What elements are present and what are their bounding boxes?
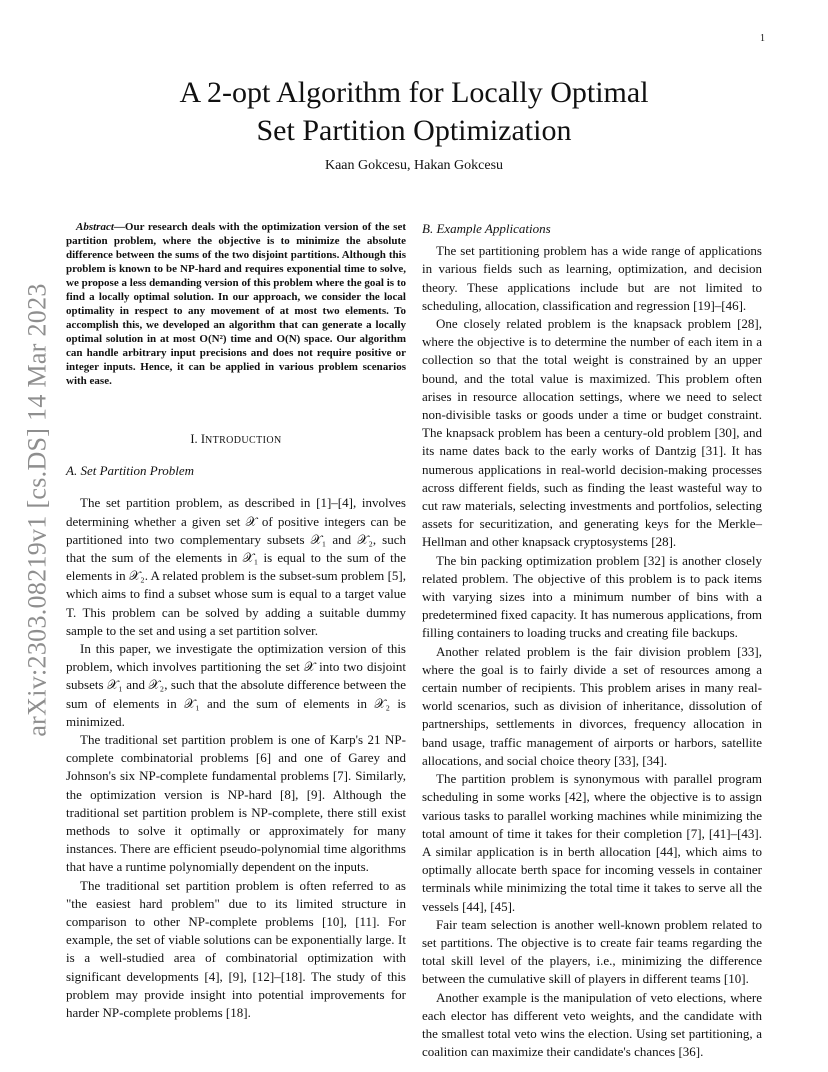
paragraph: Another example is the manipulation of veto elections, where each elector has different veto weights, and the candidate with the smallest total veto wins the election. Using set partitioning, a coalition can maximize their candidate's chances [36]. bbox=[422, 989, 762, 1060]
right-column bbox=[422, 220, 762, 1061]
paragraph: The set partitioning problem has a wide range of applications in various fields such as learning, optimization, and decision theory. These applications include but are not limited to scheduling, allocation, classification and regression [19]–[46]. bbox=[422, 243, 762, 313]
arxiv-watermark bbox=[17, 250, 59, 770]
subsection-heading-applications: B. Example Applications bbox=[422, 221, 551, 236]
paragraph: The partition problem is synonymous with parallel program scheduling in some works [42], where the objective is to assign various tasks to parallel working machines while minimizing the total amount of time it takes for their completion [7], [41]–[43]. A similar application is in berth allocation [44], which aims to optimally allocate berth space for incoming vessels in container terminals while minimizing the total time it takes to serve all the vessels [44], [45]. bbox=[422, 771, 762, 914]
paragraph: The traditional set partition problem is one of Karp's 21 NP-complete combinatorial problems [6] and one of Garey and Johnson's six NP-complete fundamental problems [7]. Similarly, the optimization version is NP-hard [8], [9]. Although the traditional set partition problem is NP-complete, there still exist methods to solve it optimally or approximately for many instances. There are efficient pseudo-polynomial time algorithms that have a runtime polynomially dependent on the inputs. bbox=[66, 732, 406, 875]
paragraph: Fair team selection is another well-known problem related to set partitions. The objective is to create fair teams regarding the total skill level of the players, i.e., minimizing the difference between the cumulative skill of players in different teams [10]. bbox=[422, 916, 762, 987]
page-number: 1 bbox=[760, 33, 765, 44]
paragraph: In this paper, we investigate the optimization version of this problem, which involves partitioning the set 𝒳 into two disjoint subsets 𝒳₁ and 𝒳₂, such that the absolute difference between the sum of elements in 𝒳₁ and the sum of elements in 𝒳₂ is minimized. bbox=[66, 641, 406, 729]
section-title-initial: I bbox=[200, 432, 205, 446]
paper-title bbox=[0, 74, 828, 150]
authors: Kaan Gokcesu, Hakan Gokcesu bbox=[324, 158, 504, 173]
title-line-1: A 2-opt Algorithm for Locally Optimal bbox=[179, 76, 649, 109]
title-line-2: Set Partition Optimization bbox=[256, 114, 572, 147]
section-title-rest: NTRODUCTION bbox=[204, 435, 282, 446]
paragraph: The set partition problem, as described in [1]–[4], involves determining whether a given set 𝒳 of positive integers can be partitioned into two complementary subsets 𝒳₁ and 𝒳₂, such that the sum of the elements in 𝒳₁ is equal to the sum of the elements in 𝒳₂. A related problem is the subset-sum problem [5], which aims to find a subset whose sum is equal to a target value T. This problem can be solved by adding a suitable dummy sample to the set and using a set partition solver. bbox=[66, 495, 406, 638]
section-heading-introduction bbox=[66, 430, 406, 450]
left-column bbox=[66, 220, 406, 1022]
paragraph: The bin packing optimization problem [32] is another closely related problem. The objective of this problem is to pack items with varying sizes into a minimum number of bins with a predetermined fixed capacity. It has numerous applications, from filling containers to loading trucks and creating file backups. bbox=[422, 552, 762, 641]
paragraph: Another related problem is the fair division problem [33], where the goal is to fairly divide a set of resources among a certain number of recipients. This problem arises in many real-world scenarios, such as division of inheritance, dissolution of partnerships, settlements in divorces, frequency allocation in band usage, traffic management of airports or harbors, satellite allocations, and social choice theory [33], [34]. bbox=[422, 643, 762, 768]
paragraph: One closely related problem is the knapsack problem [28], where the objective is to determine the number of each item in a collection so that the total weight is constrained by an upper bound, and the total value is maximized. This problem often arises in resource allocation settings, where we need to select non-divisible tasks or goods under a time or budget constraint. The knapsack problem has been a century-old problem [30], and its name dates back to the early works of Dantzig [31]. It has numerous applications in real-world decision-making processes across different fields, such as finding the least wasteful way to cut raw materials, selecting investments and portfolios, selecting assets for securitization, and generating keys for the Merkle–Hellman and other knapsack cryptosystems [28]. bbox=[422, 316, 762, 550]
paragraph: The traditional set partition problem is often referred to as "the easiest hard problem" due to its limited structure in comparison to other NP-complete problems [10], [11]. For example, the set of viable solutions can be exponentially large. It is a well-studied area of combinatorial optimization with significant developments [4], [9], [12]–[18]. The study of this problem may provide insight into potential improvements for harder NP-complete problems [18]. bbox=[66, 877, 406, 1021]
abstract bbox=[66, 220, 406, 388]
subsection-heading-set-partition: A. Set Partition Problem bbox=[66, 463, 195, 479]
arxiv-identifier: arXiv:2303.08219v1 [cs.DS] 14 Mar 2023 bbox=[23, 283, 53, 737]
abstract-label: Abstract bbox=[76, 221, 114, 233]
section-numeral: I. bbox=[190, 432, 198, 446]
abstract-text: —Our research deals with the optimization version of the set partition problem, where the objective is to minimize the absolute difference between the sums of the two disjoint partitions. Although this problem is known to be NP-hard and requires exponential time to solve, we propose a less demanding version of this problem where the goal is to find a locally optimal solution. In our approach, we consider the local optimality in respect to any movement of at most two elements. To accomplish this, we developed an algorithm that can generate a locally optimal solution in at most O(N²) time and O(N) space. Our algorithm can handle arbitrary input precisions and does not require positive or integer inputs. Hence, it can be applied in various problem scenarios with ease. bbox=[66, 221, 406, 387]
